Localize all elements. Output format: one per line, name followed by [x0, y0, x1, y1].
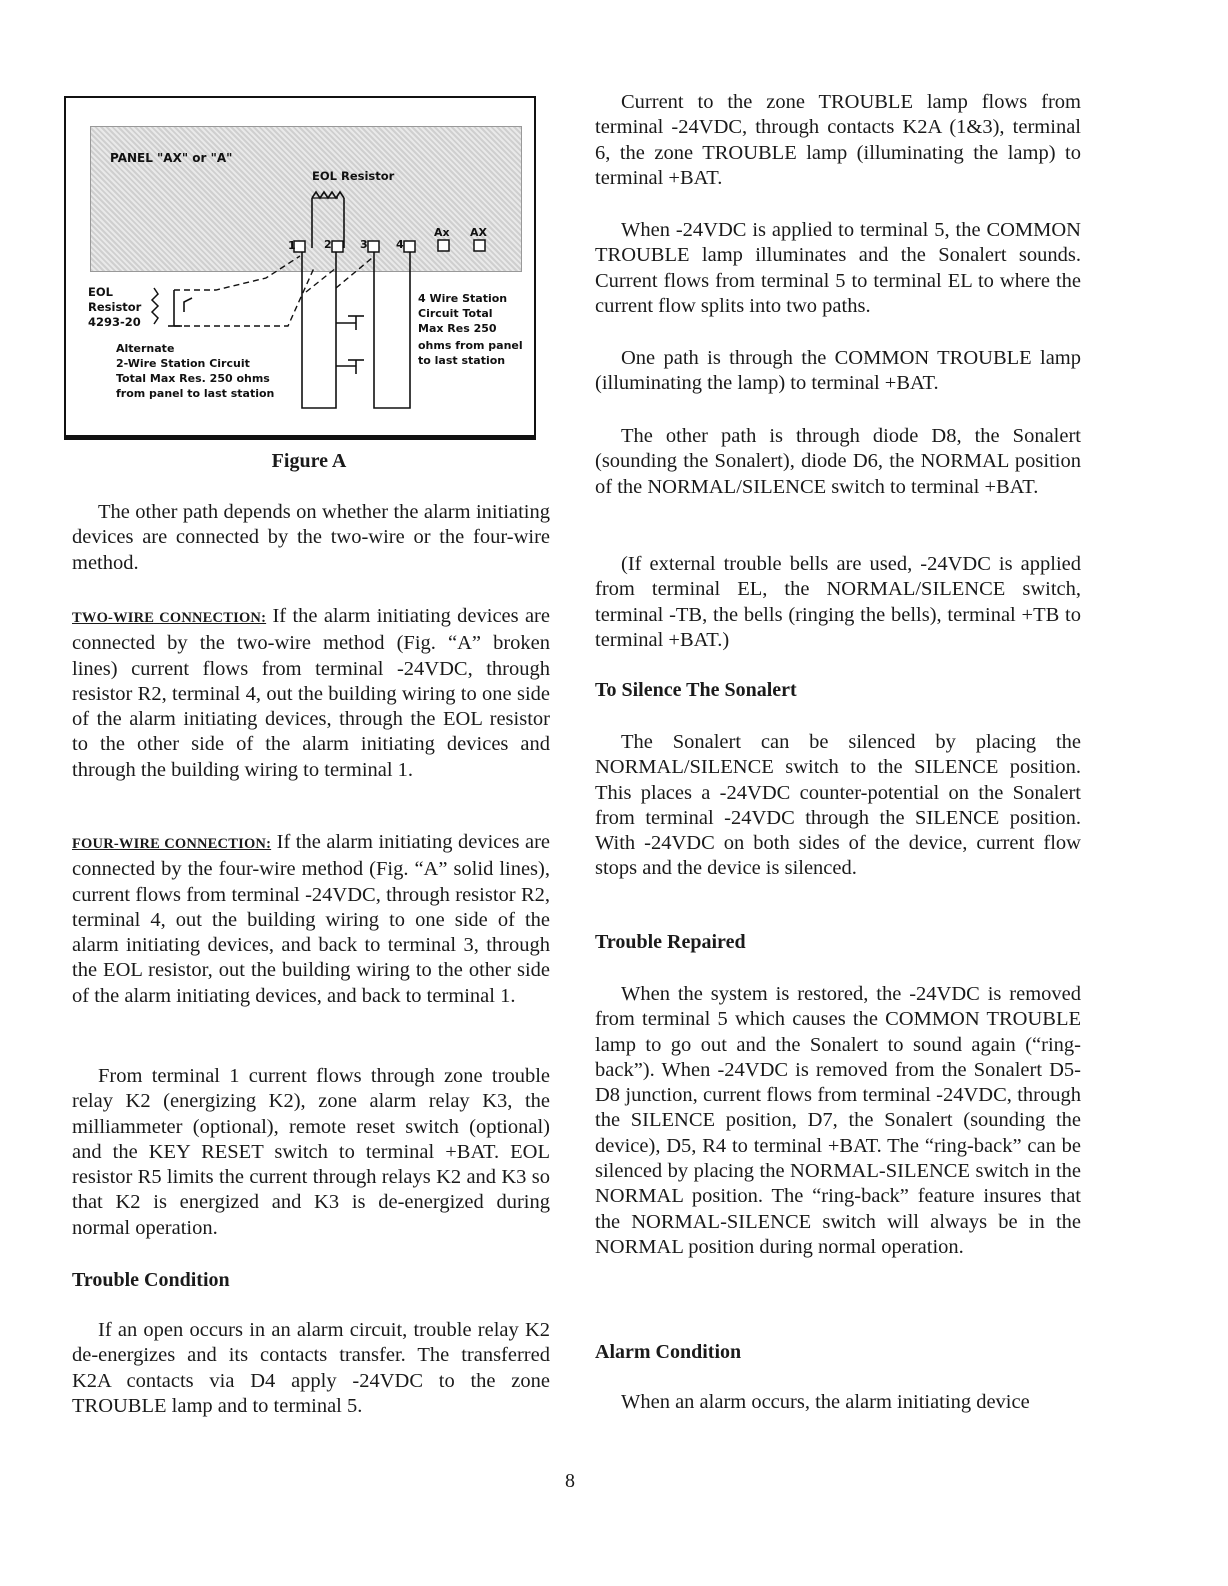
- right-paragraph-3: One path is through the COMMON TROUBLE lamp (illuminating the lamp) to terminal +BAT.: [595, 347, 1081, 395]
- right-paragraph-8: When an alarm occurs, the alarm initiating device: [621, 1391, 1030, 1413]
- four-wire-paragraph: [72, 830, 550, 1009]
- four-wire-label: FOUR-WIRE CONNECTION:: [72, 836, 272, 852]
- eol-resistor-symbol: [312, 192, 344, 198]
- eol-label-3: 4293-20: [88, 315, 141, 329]
- right-paragraph-4: The other path is through diode D8, the Sonalert (sounding the Sonalert), diode D6, the NORMAL position of the NORMAL/SILENCE switch to terminal +BAT.: [595, 425, 1081, 498]
- four-wire-line-5: to last station: [418, 354, 506, 367]
- two-wire-label: TWO-WIRE CONNECTION:: [72, 610, 267, 626]
- terminal-3-label: 3: [360, 238, 368, 251]
- left-paragraph-trouble: If an open occurs in an alarm circuit, trouble relay K2 de-energizes and its contacts transfer. The transferred K2A contacts via D4 apply -24VDC to the zone TROUBLE lamp and to terminal 5.: [72, 1319, 550, 1417]
- right-paragraph-7: When the system is restored, the -24VDC is removed from terminal 5 which causes the COMMON TROUBLE lamp to go out and the Sonalert to sound again (“ring-back”). When -24VDC is removed from the Sonalert D5-D8 junction, current flows from terminal -24VDC, through the SILENCE position, D7, the Sonalert (sounding the device), D5, R4 to terminal +BAT. The “ring-back” can be silenced by placing the NORMAL-SILENCE switch in the NORMAL position. The “ring-back” feature insures that the NORMAL-SILENCE switch will always be in the NORMAL position during normal operation.: [595, 983, 1081, 1258]
- panel-label: PANEL "AX" or "A": [110, 151, 233, 165]
- terminal-4-label: 4: [396, 238, 404, 251]
- heading-alarm-condition: Alarm Condition: [595, 1341, 742, 1363]
- terminal-ax2-label: AX: [470, 226, 487, 239]
- alternate-line-3: Total Max Res. 250 ohms: [116, 372, 270, 385]
- right-paragraph-6: The Sonalert can be silenced by placing the NORMAL/SILENCE switch to the SILENCE position. This places a -24VDC counter-potential on the Sonalert from terminal -24VDC through the SILENCE position. With -24VDC on both sides of the device, current flow stops and the device is silenced.: [595, 731, 1081, 880]
- page-number: 8: [565, 1470, 575, 1492]
- eol-label-1: EOL: [88, 285, 113, 299]
- figure-a: [64, 96, 536, 440]
- terminal-1-label: 1: [288, 239, 296, 252]
- alternate-line-4: from panel to last station: [116, 387, 275, 400]
- figure-caption: Figure A: [271, 450, 347, 472]
- eol-resistor-left-symbol: [152, 288, 158, 324]
- heading-trouble-repaired: Trouble Repaired: [595, 931, 746, 953]
- four-wire-line-3: Max Res 250: [418, 322, 497, 335]
- heading-silence-sonalert: To Silence The Sonalert: [595, 679, 797, 701]
- right-paragraph-1: Current to the zone TROUBLE lamp flows from terminal -24VDC, through contacts K2A (1&3), terminal 6, the zone TROUBLE lamp (illuminating the lamp) to terminal +BAT.: [595, 91, 1081, 189]
- four-wire-solid-lines: [302, 252, 410, 408]
- terminal-blocks: [294, 240, 485, 252]
- eol-label-2: Resistor: [88, 300, 142, 314]
- left-paragraph-from-terminal: From terminal 1 current flows through zone trouble relay K2 (energizing K2), zone alarm relay K3, the milliammeter (optional), remote reset switch (optional) and the KEY RESET switch to terminal +BAT. EOL resistor R5 limits the current through relays K2 and K3 so that K2 is energized and K3 is de-energized during normal operation.: [72, 1065, 550, 1239]
- eol-switch-symbol: [168, 290, 192, 326]
- four-wire-line-4: ohms from panel: [418, 339, 523, 352]
- terminal-2-label: 2: [324, 238, 332, 251]
- eol-resistor-top-label: EOL Resistor: [312, 169, 395, 183]
- right-paragraph-5: (If external trouble bells are used, -24VDC is applied from terminal EL, the NORMAL/SILENCE switch, terminal -TB, the bells (ringing the bells), terminal +TB to terminal +BAT.): [595, 553, 1081, 651]
- four-wire-line-2: Circuit Total: [418, 307, 493, 320]
- two-wire-broken-lines: [174, 256, 372, 326]
- four-wire-text: If the alarm initiating devices are connected by the four-wire method (Fig. “A” solid lines), current flows from terminal -24VDC, through resistor R2, terminal 4, out the building wiring to one side of the alarm initiating devices, and back to terminal 3, through the EOL resistor, out the building wiring to the other side of the alarm initiating devices, and back to terminal 1.: [72, 831, 550, 1007]
- two-wire-paragraph: [72, 604, 550, 783]
- heading-trouble-condition: Trouble Condition: [72, 1269, 230, 1291]
- left-paragraph-other-path: The other path depends on whether the alarm initiating devices are connected by the two-wire or the four-wire method.: [72, 501, 550, 574]
- four-wire-line-1: 4 Wire Station: [418, 292, 508, 305]
- alternate-line-1: Alternate: [116, 342, 175, 355]
- wiring-diagram: [66, 98, 534, 434]
- alternate-line-2: 2-Wire Station Circuit: [116, 357, 250, 370]
- right-paragraph-2: When -24VDC is applied to terminal 5, the COMMON TROUBLE lamp illuminates and the Sonalert sounds. Current flows from terminal 5 to terminal EL to where the current flow splits into two paths.: [595, 219, 1081, 317]
- two-wire-text: If the alarm initiating devices are connected by the two-wire method (Fig. “A” broken lines) current flows from terminal -24VDC, through resistor R2, terminal 4, out the building wiring to one side of the alarm initiating devices, through the EOL resistor to the other side of the alarm initiating devices and through the building wiring to terminal 1.: [72, 605, 550, 781]
- terminal-ax1-label: Ax: [434, 226, 450, 239]
